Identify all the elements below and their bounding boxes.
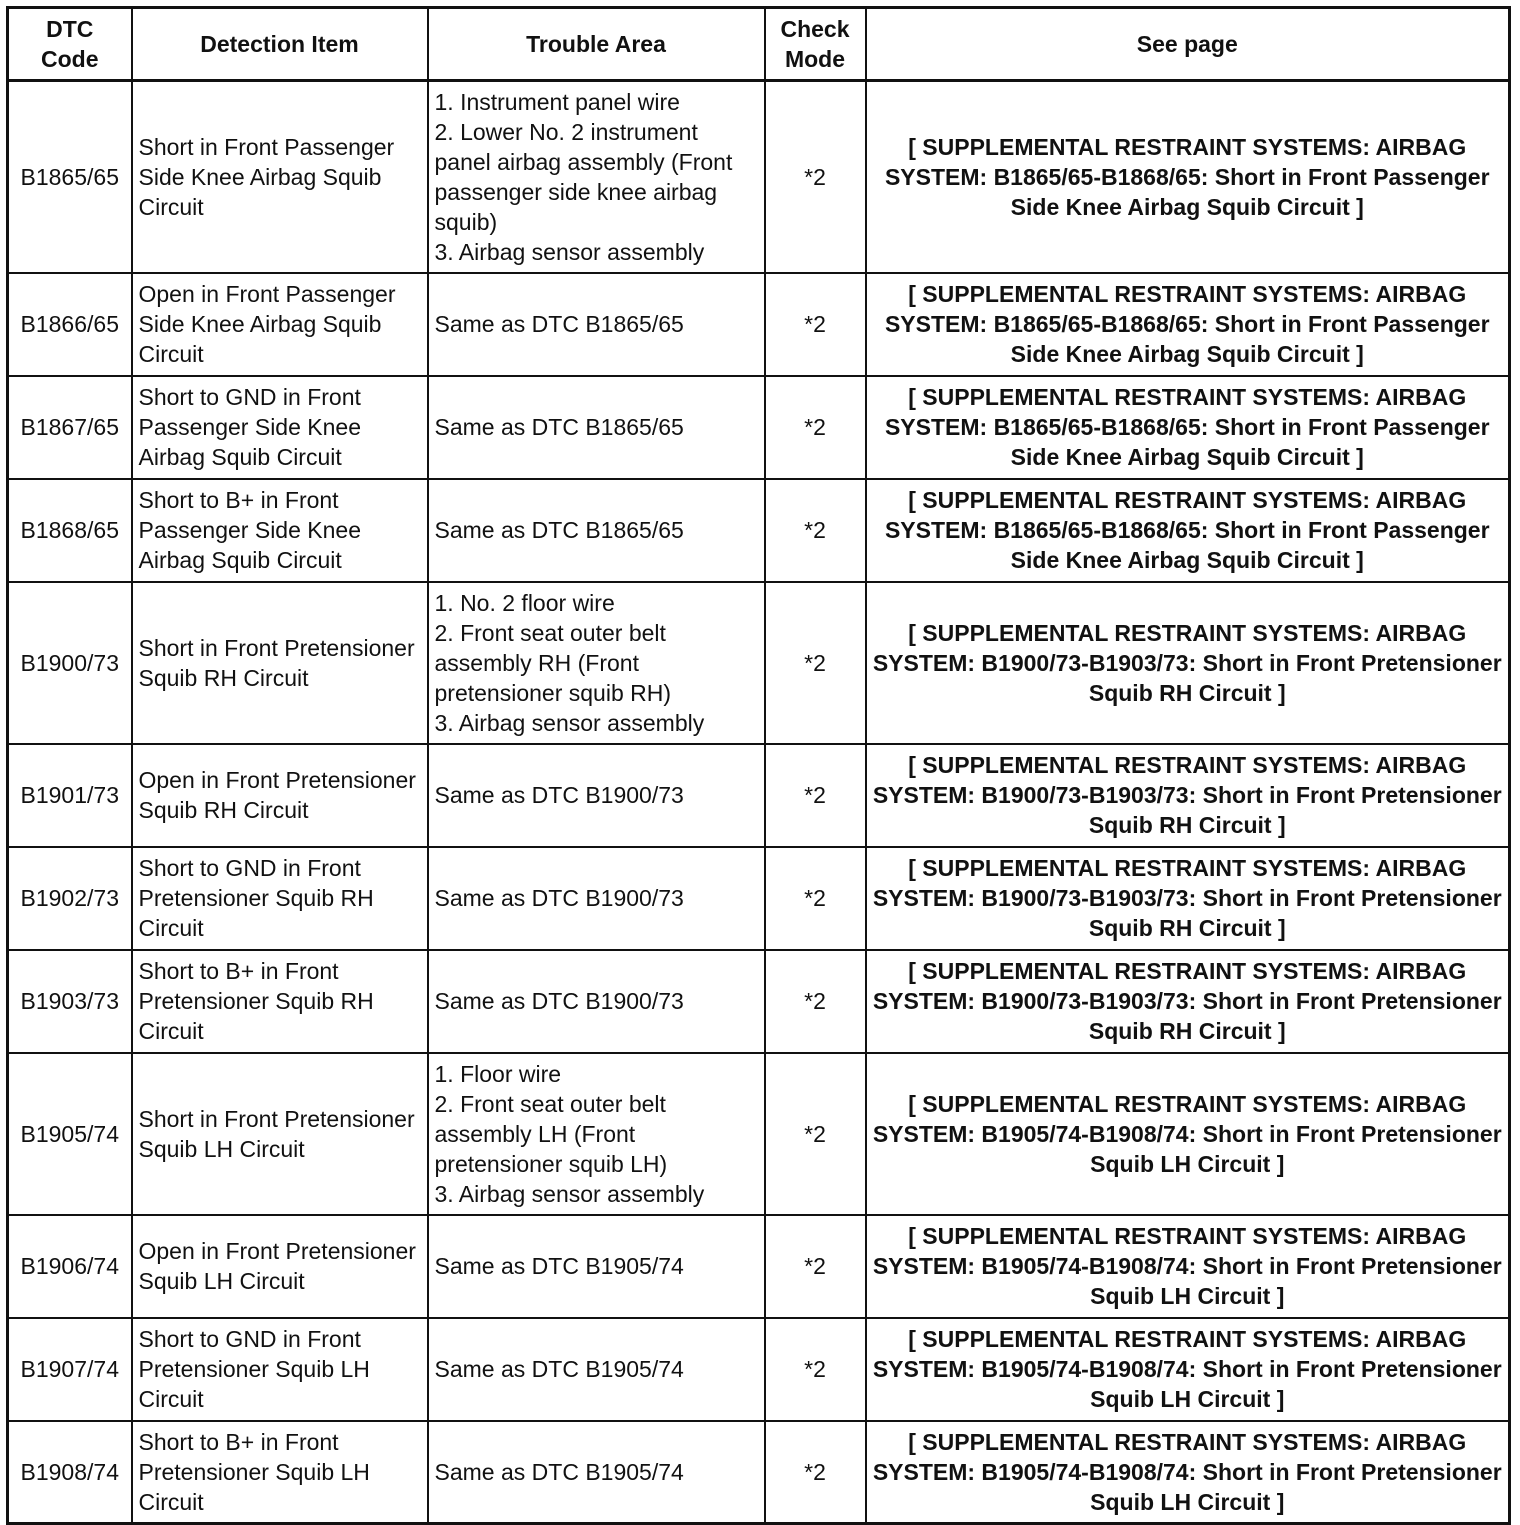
table-row bbox=[8, 950, 1510, 1053]
header-check-mode bbox=[765, 8, 866, 81]
trouble-area-cell: Same as DTC B1865/65 bbox=[428, 479, 765, 582]
dtc-code-cell: B1865/65 bbox=[8, 81, 132, 273]
detection-item-cell: Short to GND in Front Pretensioner Squib RH Circuit bbox=[132, 847, 428, 950]
detection-item-cell: Short to B+ in Front Pretensioner Squib RH Circuit bbox=[132, 950, 428, 1053]
table-row bbox=[8, 582, 1510, 744]
see-page-link[interactable]: [ SUPPLEMENTAL RESTRAINT SYSTEMS: AIRBAG SYSTEM: B1865/65-B1868/65: Short in Front Passenger Side Knee Airbag Squib Circuit ] bbox=[866, 273, 1510, 376]
trouble-area-cell: Same as DTC B1900/73 bbox=[428, 950, 765, 1053]
header-dtc-code bbox=[8, 8, 132, 81]
see-page-link[interactable]: [ SUPPLEMENTAL RESTRAINT SYSTEMS: AIRBAG SYSTEM: B1905/74-B1908/74: Short in Front Pretensioner Squib LH Circuit ] bbox=[866, 1215, 1510, 1318]
table-row bbox=[8, 744, 1510, 847]
detection-item-cell: Short in Front Pretensioner Squib LH Circuit bbox=[132, 1053, 428, 1215]
header-see-page: See page bbox=[866, 8, 1510, 81]
header-detection-item: Detection Item bbox=[132, 8, 428, 81]
table-row bbox=[8, 1053, 1510, 1215]
dtc-code-cell: B1908/74 bbox=[8, 1421, 132, 1524]
check-mode-cell: *2 bbox=[765, 950, 866, 1053]
check-mode-cell: *2 bbox=[765, 1318, 866, 1421]
check-mode-cell: *2 bbox=[765, 744, 866, 847]
detection-item-cell: Short in Front Pretensioner Squib RH Circuit bbox=[132, 582, 428, 744]
detection-item-cell: Open in Front Pretensioner Squib LH Circuit bbox=[132, 1215, 428, 1318]
header-row bbox=[8, 8, 1510, 81]
check-mode-cell: *2 bbox=[765, 376, 866, 479]
trouble-area-cell: 1. Floor wire 2. Front seat outer belt assembly LH (Front pretensioner squib LH) 3. Airbag sensor assembly bbox=[428, 1053, 765, 1215]
table-row bbox=[8, 81, 1510, 273]
check-mode-cell: *2 bbox=[765, 273, 866, 376]
detection-item-cell: Open in Front Pretensioner Squib RH Circuit bbox=[132, 744, 428, 847]
header-trouble-area: Trouble Area bbox=[428, 8, 765, 81]
dtc-code-cell: B1905/74 bbox=[8, 1053, 132, 1215]
header-dtc-code-line1: DTC bbox=[46, 16, 94, 42]
check-mode-cell: *2 bbox=[765, 847, 866, 950]
detection-item-cell: Short to GND in Front Pretensioner Squib LH Circuit bbox=[132, 1318, 428, 1421]
detection-item-cell: Open in Front Passenger Side Knee Airbag Squib Circuit bbox=[132, 273, 428, 376]
see-page-link[interactable]: [ SUPPLEMENTAL RESTRAINT SYSTEMS: AIRBAG SYSTEM: B1865/65-B1868/65: Short in Front Passenger Side Knee Airbag Squib Circuit ] bbox=[866, 376, 1510, 479]
check-mode-cell: *2 bbox=[765, 479, 866, 582]
trouble-area-cell: Same as DTC B1865/65 bbox=[428, 273, 765, 376]
header-check-mode-line2: Mode bbox=[784, 46, 846, 72]
dtc-code-cell: B1907/74 bbox=[8, 1318, 132, 1421]
see-page-link[interactable]: [ SUPPLEMENTAL RESTRAINT SYSTEMS: AIRBAG SYSTEM: B1905/74-B1908/74: Short in Front Pretensioner Squib LH Circuit ] bbox=[866, 1053, 1510, 1215]
trouble-area-cell: Same as DTC B1900/73 bbox=[428, 744, 765, 847]
check-mode-cell: *2 bbox=[765, 81, 866, 273]
dtc-code-cell: B1868/65 bbox=[8, 479, 132, 582]
trouble-area-cell: Same as DTC B1900/73 bbox=[428, 847, 765, 950]
dtc-code-cell: B1900/73 bbox=[8, 582, 132, 744]
trouble-area-cell: Same as DTC B1865/65 bbox=[428, 376, 765, 479]
trouble-area-cell: 1. Instrument panel wire 2. Lower No. 2 instrument panel airbag assembly (Front passenger side knee airbag squib) 3. Airbag sensor assembly bbox=[428, 81, 765, 273]
check-mode-cell: *2 bbox=[765, 1215, 866, 1318]
detection-item-cell: Short to GND in Front Passenger Side Knee Airbag Squib Circuit bbox=[132, 376, 428, 479]
see-page-link[interactable]: [ SUPPLEMENTAL RESTRAINT SYSTEMS: AIRBAG SYSTEM: B1900/73-B1903/73: Short in Front Pretensioner Squib RH Circuit ] bbox=[866, 950, 1510, 1053]
check-mode-cell: *2 bbox=[765, 582, 866, 744]
table-row bbox=[8, 376, 1510, 479]
detection-item-cell: Short to B+ in Front Passenger Side Knee Airbag Squib Circuit bbox=[132, 479, 428, 582]
dtc-code-cell: B1901/73 bbox=[8, 744, 132, 847]
see-page-link[interactable]: [ SUPPLEMENTAL RESTRAINT SYSTEMS: AIRBAG SYSTEM: B1900/73-B1903/73: Short in Front Pretensioner Squib RH Circuit ] bbox=[866, 582, 1510, 744]
check-mode-cell: *2 bbox=[765, 1421, 866, 1524]
see-page-link[interactable]: [ SUPPLEMENTAL RESTRAINT SYSTEMS: AIRBAG SYSTEM: B1900/73-B1903/73: Short in Front Pretensioner Squib RH Circuit ] bbox=[866, 744, 1510, 847]
see-page-link[interactable]: [ SUPPLEMENTAL RESTRAINT SYSTEMS: AIRBAG SYSTEM: B1900/73-B1903/73: Short in Front Pretensioner Squib RH Circuit ] bbox=[866, 847, 1510, 950]
trouble-area-cell: Same as DTC B1905/74 bbox=[428, 1215, 765, 1318]
dtc-code-cell: B1866/65 bbox=[8, 273, 132, 376]
header-dtc-code-line2: Code bbox=[41, 46, 99, 72]
see-page-link[interactable]: [ SUPPLEMENTAL RESTRAINT SYSTEMS: AIRBAG SYSTEM: B1865/65-B1868/65: Short in Front Passenger Side Knee Airbag Squib Circuit ] bbox=[866, 81, 1510, 273]
trouble-area-cell: 1. No. 2 floor wire 2. Front seat outer belt assembly RH (Front pretensioner squib RH) 3. Airbag sensor assembly bbox=[428, 582, 765, 744]
dtc-table bbox=[6, 6, 1511, 1525]
see-page-link[interactable]: [ SUPPLEMENTAL RESTRAINT SYSTEMS: AIRBAG SYSTEM: B1905/74-B1908/74: Short in Front Pretensioner Squib LH Circuit ] bbox=[866, 1421, 1510, 1524]
table-row bbox=[8, 1421, 1510, 1524]
check-mode-cell: *2 bbox=[765, 1053, 866, 1215]
header-check-mode-line1: Check bbox=[780, 16, 850, 42]
see-page-link[interactable]: [ SUPPLEMENTAL RESTRAINT SYSTEMS: AIRBAG SYSTEM: B1905/74-B1908/74: Short in Front Pretensioner Squib LH Circuit ] bbox=[866, 1318, 1510, 1421]
table-row bbox=[8, 1318, 1510, 1421]
table-row bbox=[8, 479, 1510, 582]
detection-item-cell: Short in Front Passenger Side Knee Airbag Squib Circuit bbox=[132, 81, 428, 273]
trouble-area-cell: Same as DTC B1905/74 bbox=[428, 1318, 765, 1421]
dtc-code-cell: B1867/65 bbox=[8, 376, 132, 479]
table-row bbox=[8, 1215, 1510, 1318]
detection-item-cell: Short to B+ in Front Pretensioner Squib LH Circuit bbox=[132, 1421, 428, 1524]
dtc-code-cell: B1902/73 bbox=[8, 847, 132, 950]
trouble-area-cell: Same as DTC B1905/74 bbox=[428, 1421, 765, 1524]
see-page-link[interactable]: [ SUPPLEMENTAL RESTRAINT SYSTEMS: AIRBAG SYSTEM: B1865/65-B1868/65: Short in Front Passenger Side Knee Airbag Squib Circuit ] bbox=[866, 479, 1510, 582]
table-row bbox=[8, 273, 1510, 376]
table-row bbox=[8, 847, 1510, 950]
dtc-code-cell: B1903/73 bbox=[8, 950, 132, 1053]
dtc-code-cell: B1906/74 bbox=[8, 1215, 132, 1318]
